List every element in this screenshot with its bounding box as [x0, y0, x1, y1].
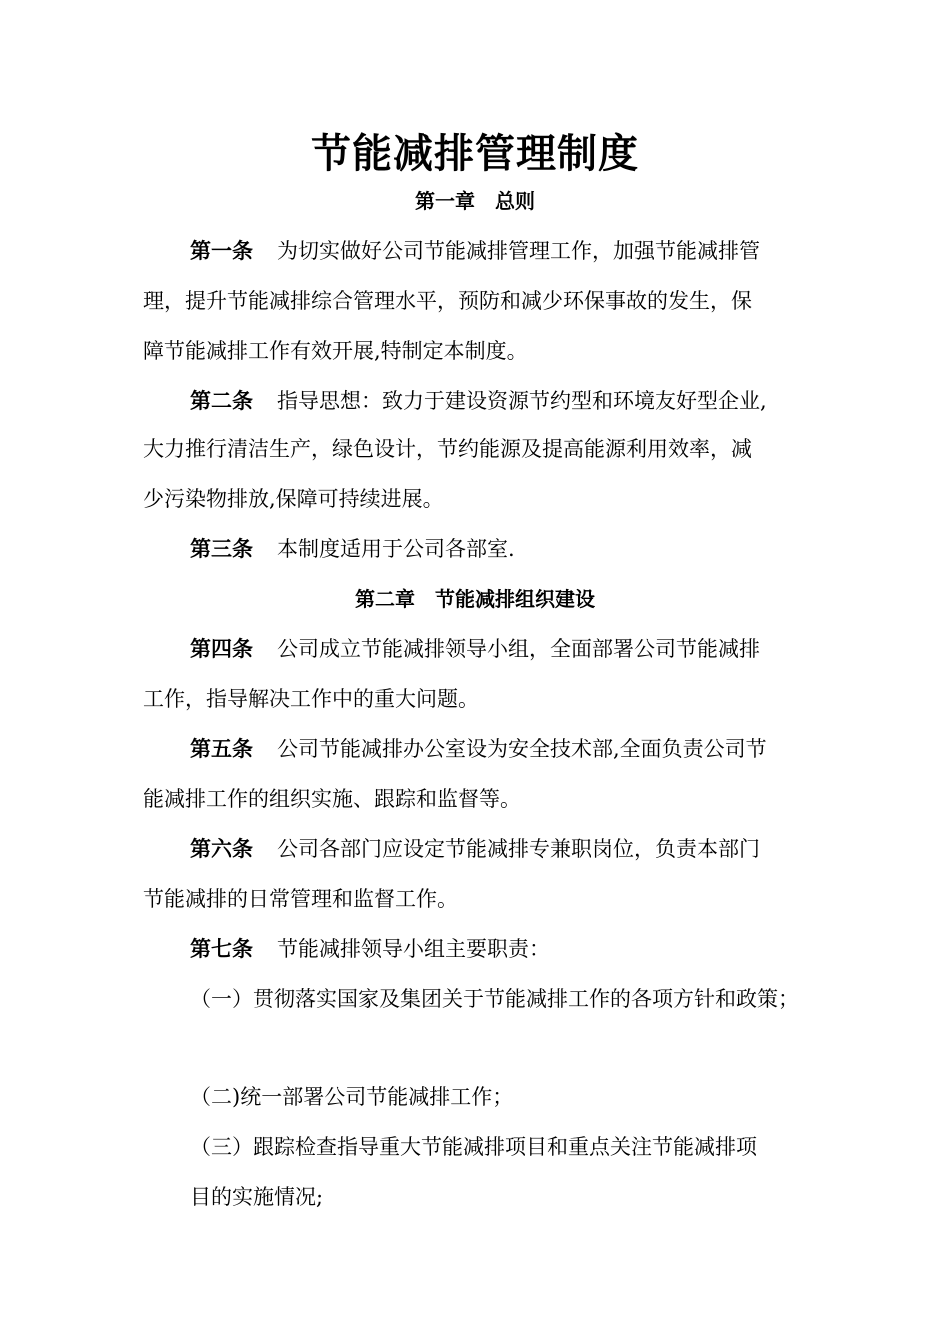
article-2-line-2: 大力推行清洁生产，绿色设计，节约能源及提高能源利用效率，减 [143, 437, 752, 461]
article-2-text: 指导思想：致力于建设资源节约型和环境友好型企业, [277, 389, 767, 413]
duty-item-3: （三）跟踪检查指导重大节能减排项目和重点关注节能减排项 [190, 1135, 757, 1159]
article-6-line-1 [190, 834, 760, 864]
duty-item-2: （二)统一部署公司节能减排工作； [190, 1085, 514, 1109]
article-1-label: 第一条 [190, 239, 253, 263]
article-1-line-1 [190, 236, 760, 266]
article-2-label: 第二条 [190, 389, 253, 413]
article-6-line-2: 节能减排的日常管理和监督工作。 [143, 887, 458, 911]
article-7-text: 节能减排领导小组主要职责： [277, 937, 550, 961]
article-5-text: 公司节能减排办公室设为安全技术部,全面负责公司节 [277, 737, 767, 761]
chapter-2-heading: 第二章 节能减排组织建设 [355, 587, 595, 611]
article-5-line-1 [190, 734, 767, 764]
article-4-text: 公司成立节能减排领导小组，全面部署公司节能减排 [277, 637, 760, 661]
article-1-text: 为切实做好公司节能减排管理工作，加强节能减排管 [277, 239, 760, 263]
article-4-line-2: 工作，指导解决工作中的重大问题。 [143, 687, 479, 711]
article-4-line-1 [190, 634, 760, 664]
article-3-label: 第三条 [190, 537, 253, 561]
article-7-line-1 [190, 934, 550, 964]
article-1-line-3: 障节能减排工作有效开展,特制定本制度。 [143, 339, 528, 363]
article-1-line-2: 理，提升节能减排综合管理水平，预防和减少环保事故的发生，保 [143, 289, 752, 313]
article-6-label: 第六条 [190, 837, 253, 861]
document-title: 节能减排管理制度 [311, 131, 639, 177]
article-5-label: 第五条 [190, 737, 253, 761]
article-2-line-3: 少污染物排放,保障可持续进展。 [143, 487, 444, 511]
duty-item-3-continued: 目的实施情况; [190, 1185, 324, 1209]
article-6-text: 公司各部门应设定节能减排专兼职岗位，负责本部门 [277, 837, 760, 861]
article-3-line-1 [190, 534, 515, 564]
duty-item-1: （一）贯彻落实国家及集团关于节能减排工作的各项方针和政策； [190, 987, 799, 1011]
article-4-label: 第四条 [190, 637, 253, 661]
article-3-text: 本制度适用于公司各部室. [277, 537, 515, 561]
article-7-label: 第七条 [190, 937, 253, 961]
chapter-1-heading: 第一章 总则 [415, 189, 535, 213]
article-5-line-2: 能减排工作的组织实施、跟踪和监督等。 [143, 787, 521, 811]
article-2-line-1 [190, 386, 767, 416]
